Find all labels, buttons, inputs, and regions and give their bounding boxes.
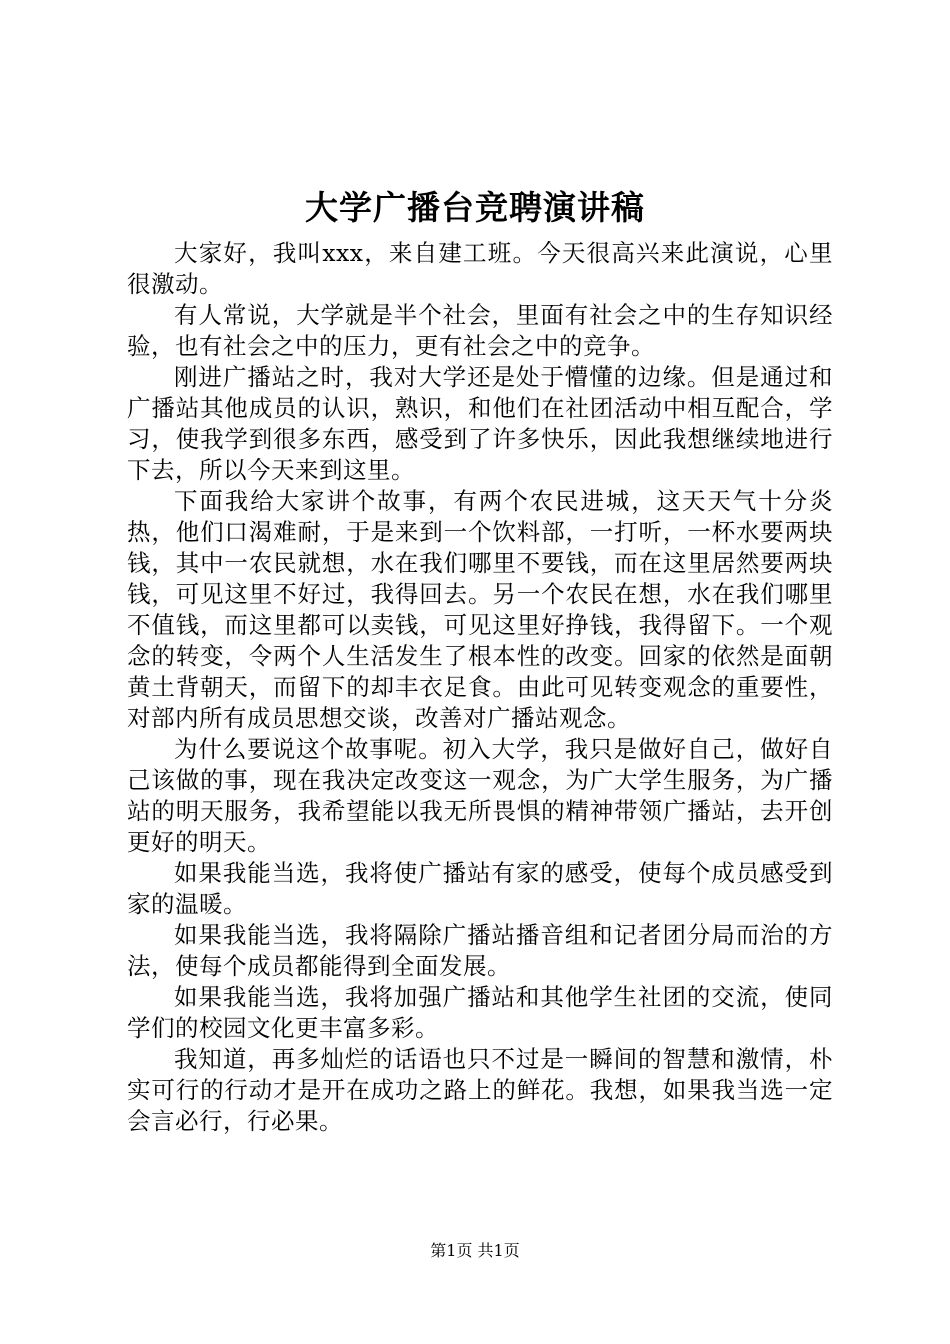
paragraph-7: 如果我能当选，我将隔除广播站播音组和记者团分局而治的方法，使每个成员都能得到全面发展。 bbox=[127, 921, 833, 980]
paragraph-9: 我知道，再多灿烂的话语也只不过是一瞬间的智慧和激情，朴实可行的行动才是开在成功之路上的鲜花。我想，如果我当选一定会言必行，行必果。 bbox=[127, 1045, 833, 1135]
paragraph-6: 如果我能当选，我将使广播站有家的感受，使每个成员感受到家的温暖。 bbox=[127, 859, 833, 918]
paragraph-8: 如果我能当选，我将加强广播站和其他学生社团的交流，使同学们的校园文化更丰富多彩。 bbox=[127, 983, 833, 1042]
paragraph-1: 大家好，我叫xxx，来自建工班。今天很高兴来此演说，心里很激动。 bbox=[127, 239, 833, 298]
paragraph-3: 刚进广播站之时，我对大学还是处于懵懂的边缘。但是通过和广播站其他成员的认识，熟识，和他们在社团活动中相互配合，学习，使我学到很多东西，感受到了许多快乐，因此我想继续地进行下去，所以今天来到这里。 bbox=[127, 363, 833, 484]
document-body bbox=[127, 238, 833, 1137]
paragraph-4: 下面我给大家讲个故事，有两个农民进城，这天天气十分炎热，他们口渴难耐，于是来到一个饮料部，一打听，一杯水要两块钱，其中一农民就想，水在我们哪里不要钱，而在这里居然要两块钱，可见这里不好过，我得回去。另一个农民在想，水在我们哪里不值钱，而这里都可以卖钱，可见这里好挣钱，我得留下。一个观念的转变，令两个人生活发生了根本性的改变。回家的依然是面朝黄土背朝天，而留下的却丰衣足食。由此可见转变观念的重要性，对部内所有成员思想交谈，改善对广播站观念。 bbox=[127, 487, 833, 732]
page-footer: 第1页 共1页 bbox=[430, 1241, 520, 1260]
paragraph-2: 有人常说，大学就是半个社会，里面有社会之中的生存知识经验，也有社会之中的压力，更有社会之中的竞争。 bbox=[127, 301, 833, 360]
paragraph-5: 为什么要说这个故事呢。初入大学，我只是做好自己，做好自己该做的事，现在我决定改变这一观念，为广大学生服务，为广播站的明天服务，我希望能以我无所畏惧的精神带领广播站，去开创更好的明天。 bbox=[127, 735, 833, 856]
document-title: 大学广播台竞聘演讲稿 bbox=[305, 188, 645, 227]
